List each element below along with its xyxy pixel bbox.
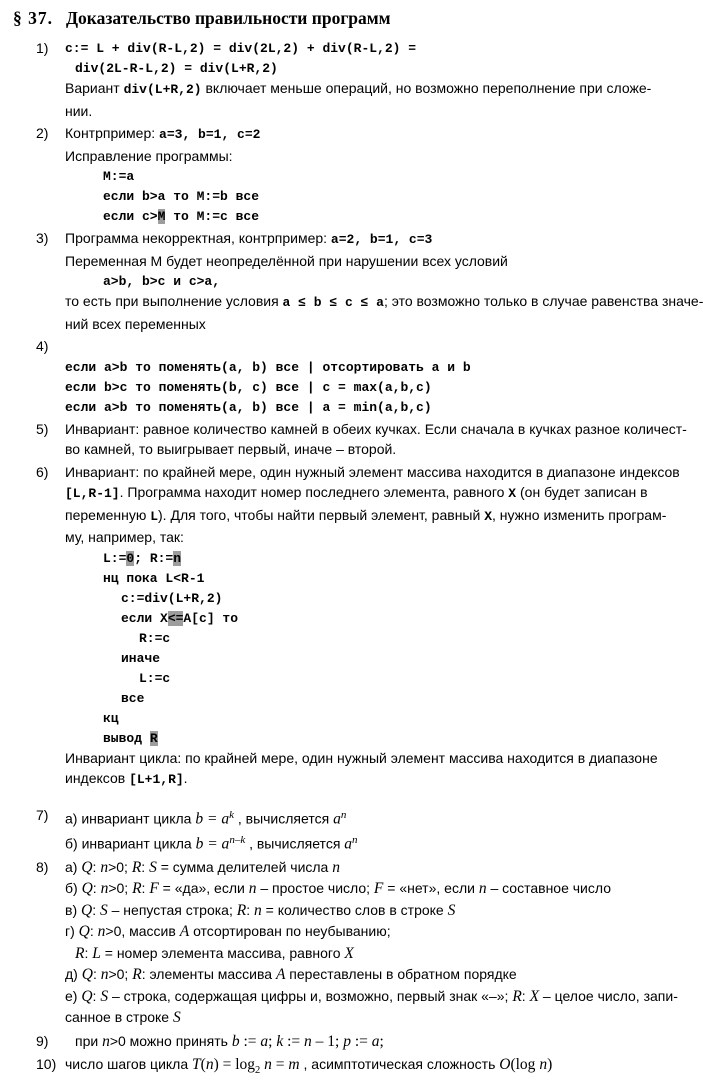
text-span: Инвариант цикла: по крайней мере, один нужный элемент массива находится в диапазоне — [65, 749, 658, 766]
doc-item-3 — [36, 228, 703, 334]
code-span: a=3, b=1, c=2 — [159, 127, 261, 142]
text-line — [65, 78, 684, 101]
math-span: n — [100, 858, 109, 876]
text-span: Инвариант: по крайней мере, один нужный элемент массива находится в диапазоне индексов — [65, 463, 680, 480]
text-line — [65, 748, 684, 769]
math-span: ) — [547, 1056, 553, 1074]
text-line — [65, 1054, 684, 1081]
text-line — [65, 123, 684, 146]
math-span: p — [343, 1032, 351, 1050]
item-body — [65, 805, 684, 855]
text-span: а) инвариант цикла — [65, 810, 196, 827]
item-number: 2) — [36, 125, 49, 141]
math-span: n — [205, 1056, 214, 1074]
text-span: : — [92, 901, 100, 918]
code-line — [65, 357, 684, 377]
item-number: 4) — [36, 338, 49, 354]
math-span: n — [478, 880, 487, 898]
code-span: X — [484, 508, 493, 524]
math-span: A — [179, 923, 190, 941]
math-span: m — [288, 1056, 300, 1074]
text-span: Программа некорректная, контрпример: — [65, 230, 331, 246]
math-span: S — [99, 901, 108, 919]
math-span: a — [344, 835, 353, 853]
code-span: если b>a то M:=b все — [103, 189, 260, 204]
text-span: : — [92, 880, 101, 897]
item-number: 7) — [36, 806, 49, 823]
code-line — [65, 186, 684, 206]
code-line — [65, 688, 684, 708]
text-span: переменную — [65, 506, 151, 523]
math-span: ) = log — [213, 1056, 256, 1074]
item-body — [65, 228, 703, 334]
text-span: е) — [65, 987, 82, 1004]
text-line — [65, 291, 703, 314]
text-span: , вычисляется — [245, 835, 345, 852]
text-span: – составное число — [486, 880, 611, 897]
code-line — [65, 728, 684, 748]
code-span: c:=div(L+R,2) — [121, 590, 223, 606]
text-span: – простое число; — [256, 880, 374, 897]
math-span: := — [350, 1032, 372, 1050]
text-line — [65, 314, 684, 335]
text-span: в) — [65, 901, 81, 918]
text-span: Вариант — [65, 80, 124, 96]
math-span: R — [131, 858, 142, 876]
text-line — [65, 146, 684, 167]
math-span: n — [340, 808, 347, 821]
code-span: L — [150, 508, 159, 524]
code-span: X — [508, 486, 517, 501]
code-line — [65, 166, 684, 186]
text-span: Инвариант: равное количество камней в обеих кучках. Если сначала в кучках разное количест- — [65, 420, 687, 437]
text-line — [65, 921, 684, 943]
text-line — [65, 878, 684, 900]
section-number: § 37. — [13, 8, 53, 28]
code-line — [65, 206, 684, 226]
code-span: L:= — [103, 550, 127, 566]
math-span: n — [264, 1056, 272, 1074]
text-span: а) — [65, 858, 82, 875]
item-number: 6) — [36, 463, 49, 480]
text-span: б) — [65, 880, 82, 897]
item-body — [65, 123, 684, 226]
text-span: (он будет записан в — [516, 484, 648, 500]
text-line — [65, 462, 684, 483]
text-span: >0; — [108, 858, 132, 875]
doc-item-1 — [36, 38, 684, 121]
math-span: Q — [78, 923, 90, 941]
item-body — [65, 1054, 684, 1081]
text-line — [65, 1007, 684, 1029]
math-span: – 1; — [311, 1032, 344, 1050]
text-span: при — [75, 1032, 103, 1049]
text-span: ний всех переменных — [65, 315, 206, 332]
code-span: M:=a — [103, 169, 135, 184]
code-span: a>b, b>c и c>a, — [103, 274, 221, 289]
item-body — [65, 857, 684, 1029]
text-span: ). Для того, чтобы найти первый элемент, равный — [158, 506, 485, 523]
code-line — [65, 708, 684, 728]
text-span: : — [89, 923, 98, 940]
text-span: >0; — [108, 966, 133, 983]
text-span: , нужно изменить програм- — [492, 506, 667, 523]
text-span: санное в строке — [65, 1009, 173, 1026]
text-span: : — [92, 858, 101, 875]
text-span: : — [92, 966, 101, 983]
math-span: n — [304, 1032, 312, 1050]
code-span: a ≤ b ≤ c ≤ a — [282, 295, 384, 310]
item-number: 10) — [36, 1056, 57, 1073]
text-line — [65, 943, 684, 965]
math-span: R — [512, 987, 522, 1005]
text-span: нии. — [65, 102, 93, 119]
math-span: b = a — [195, 810, 230, 828]
math-span: X — [529, 987, 540, 1005]
code-line — [65, 548, 684, 568]
code-span: если b>c то поменять(b, c) все | c = max(a,b,c) — [65, 379, 432, 395]
text-line — [65, 964, 684, 986]
math-span: n — [100, 966, 109, 984]
code-line — [65, 668, 684, 688]
text-line — [65, 505, 684, 528]
doc-item-6 — [36, 462, 684, 791]
math-span: R — [236, 901, 247, 919]
text-line — [65, 251, 684, 272]
math-span: X — [344, 944, 354, 962]
text-span: – строка, содержащая цифры и, возможно, первый знак «–»; — [108, 987, 513, 1004]
math-span: n — [352, 833, 358, 846]
text-line — [65, 527, 684, 548]
text-line — [65, 482, 684, 505]
item-number: 1) — [36, 40, 49, 56]
math-span: Q — [81, 987, 93, 1005]
text-span: = сумма делителей числа — [156, 858, 333, 875]
text-span: : — [141, 858, 150, 875]
math-span: T — [192, 1056, 201, 1074]
math-span: 2 — [255, 1065, 261, 1077]
math-span: a — [371, 1032, 380, 1050]
text-line — [65, 805, 684, 830]
text-line — [65, 439, 684, 460]
text-line — [65, 986, 684, 1008]
text-span: . — [183, 770, 188, 786]
text-span: = номер элемента массива, равного — [100, 944, 345, 961]
math-span: n — [97, 923, 106, 941]
text-span: : — [246, 901, 254, 918]
item-body — [65, 419, 687, 460]
math-span: b = a — [195, 835, 230, 853]
math-span: ( — [200, 1056, 206, 1074]
text-span: то есть при выполнение условия — [65, 293, 283, 309]
text-line — [65, 336, 684, 357]
highlight-span: n — [173, 550, 182, 566]
code-span: если a>b то поменять(a, b) все | отсортировать a и b — [65, 359, 471, 375]
code-span: то M:=c все — [165, 209, 260, 224]
code-line — [65, 588, 684, 608]
math-span: n — [102, 1032, 110, 1050]
text-span: , асимптотическая сложность — [299, 1056, 500, 1073]
item-body — [65, 462, 684, 791]
math-span: Q — [81, 880, 93, 898]
code-span: A[c] то — [183, 610, 239, 626]
text-span: : — [84, 944, 93, 961]
math-span: ; — [268, 1032, 277, 1050]
section-title — [13, 6, 684, 30]
highlight-span: <= — [167, 610, 184, 626]
item-number: 5) — [36, 420, 49, 437]
math-span: R — [132, 966, 142, 984]
doc-item-8 — [36, 857, 684, 1029]
text-span: >0 можно принять — [109, 1032, 232, 1049]
math-span: = — [271, 1056, 289, 1074]
math-span: A — [275, 966, 286, 984]
math-span: ; — [379, 1032, 384, 1050]
math-span: F — [149, 880, 159, 898]
highlight-span: R — [149, 730, 158, 746]
code-line — [65, 271, 684, 291]
text-span: включает меньше операций, но возможно переполнение при сложе- — [201, 80, 652, 96]
math-span: := — [239, 1032, 261, 1050]
text-span: г) — [65, 923, 79, 940]
text-span: = «да», если — [158, 880, 249, 897]
text-span: переставлены в обратном порядке — [285, 966, 517, 983]
code-span: c:= L + div(R-L,2) = div(2L,2) + div(R-L,2) = — [65, 41, 417, 56]
section-title-text: Доказательство правильности программ — [66, 8, 391, 28]
math-span: n — [100, 880, 109, 898]
text-span: : — [92, 987, 101, 1004]
highlight-span: M — [157, 209, 166, 224]
math-span: O — [499, 1056, 511, 1074]
text-span: = количество слов в строке — [261, 901, 448, 918]
code-line — [65, 568, 684, 588]
text-line — [65, 1031, 684, 1053]
text-line — [65, 419, 687, 440]
math-span: S — [149, 858, 157, 876]
math-span: Q — [81, 858, 93, 876]
code-span: div(2L-R-L,2) = div(L+R,2) — [75, 61, 278, 76]
code-line — [65, 397, 684, 417]
item-body — [65, 1031, 684, 1053]
code-line — [65, 377, 684, 397]
code-line — [65, 648, 684, 668]
code-span: L:=c — [139, 670, 171, 686]
text-span: , вычисляется — [233, 810, 334, 827]
math-span: b — [231, 1032, 240, 1050]
math-span: n — [332, 858, 340, 876]
code-span: все — [121, 690, 145, 706]
code-span: R:=c — [139, 630, 171, 646]
text-span: : элементы массива — [141, 966, 276, 983]
code-span: нц пока L<R-1 — [103, 570, 205, 586]
item-body — [65, 336, 684, 417]
math-span: k — [276, 1032, 284, 1050]
math-span: L — [92, 944, 101, 962]
code-span: если X — [121, 610, 168, 626]
text-span: – непустая строка; — [107, 901, 237, 918]
text-span: во камней, то выигрывает первый, иначе – второй. — [65, 441, 397, 457]
highlight-span: 0 — [126, 550, 135, 566]
item-number: 3) — [36, 230, 49, 246]
math-span: F — [373, 880, 384, 898]
text-span: Исправление программы: — [65, 147, 233, 164]
math-span: n — [539, 1056, 548, 1074]
text-span: . Программа находит номер последнего элемента, равного — [119, 484, 509, 500]
math-span: a — [333, 810, 341, 828]
code-line — [65, 628, 684, 648]
doc-item-9 — [36, 1031, 684, 1053]
text-span: индексов — [65, 770, 130, 786]
item-body — [65, 38, 684, 121]
item-number: 9) — [36, 1032, 49, 1049]
math-span: (log — [510, 1056, 540, 1074]
text-span: : — [521, 987, 530, 1004]
code-span: кц — [103, 710, 119, 726]
code-line — [65, 38, 684, 58]
text-span: отсортирован по неубыванию; — [189, 923, 391, 940]
text-line — [65, 101, 684, 122]
math-span: S — [172, 1009, 181, 1027]
text-span: му, например, так: — [65, 529, 184, 545]
math-span: n — [254, 901, 262, 919]
item-number: 8) — [36, 858, 49, 875]
math-span: := — [283, 1032, 305, 1050]
code-span: [L,R-1] — [65, 486, 120, 501]
text-line — [65, 857, 684, 879]
math-span: R — [75, 944, 85, 962]
math-span: k — [229, 808, 234, 821]
doc-item-2 — [36, 123, 684, 226]
text-span: ; это возможно только в случае равенства значе- — [383, 293, 703, 309]
math-span: R — [132, 880, 142, 898]
text-line — [65, 768, 684, 791]
code-line — [65, 58, 684, 78]
text-line — [65, 830, 684, 855]
code-line — [65, 608, 684, 628]
code-span: иначе — [121, 650, 161, 666]
text-span: = «нет», если — [383, 880, 479, 897]
text-span: д) — [65, 966, 82, 983]
code-span: [L+1,R] — [129, 772, 184, 787]
text-line — [65, 228, 684, 251]
text-span: >0; — [108, 880, 133, 897]
code-span: div(L+R,2) — [123, 82, 202, 97]
items-container — [36, 38, 703, 1082]
doc-item-7 — [36, 805, 684, 855]
math-span: a — [260, 1032, 269, 1050]
code-span: если a>b то поменять(a, b) все | a = min(a,b,c) — [65, 399, 432, 415]
math-span: Q — [81, 966, 93, 984]
code-span: a=2, b=1, c=3 — [330, 232, 433, 247]
text-span: : — [141, 880, 150, 897]
text-span: число шагов цикла — [65, 1056, 193, 1073]
math-span: Q — [81, 901, 93, 919]
code-span: ; R:= — [134, 550, 174, 566]
doc-item-10 — [36, 1054, 684, 1081]
math-span: n — [248, 880, 257, 898]
text-span: Контрпример: — [65, 125, 160, 141]
math-span: S — [447, 901, 456, 919]
text-span: б) инвариант цикла — [65, 835, 196, 852]
doc-item-5 — [36, 419, 687, 460]
text-span: – целое число, запи- — [539, 987, 678, 1004]
code-span: вывод — [103, 730, 150, 746]
code-span: если c> — [103, 209, 158, 224]
math-span: n–k — [229, 833, 246, 846]
doc-item-4 — [36, 336, 684, 417]
math-span: S — [100, 987, 109, 1005]
text-span: >0, массив — [105, 923, 180, 940]
text-span: Переменная М будет неопределённой при нарушении всех условий — [65, 252, 508, 269]
text-line — [65, 900, 684, 922]
